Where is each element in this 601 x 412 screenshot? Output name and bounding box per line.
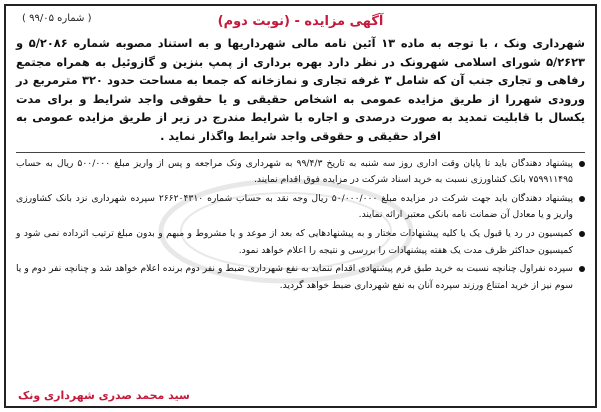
bullet-icon <box>579 266 585 272</box>
bullet-icon <box>579 231 585 237</box>
condition-text: پیشنهاد دهندگان باید جهت شرکت در مزایده مبلغ ۵۰/۰۰۰/۰۰۰ ریال وجه نقد به حساب شماره ۲۶۶۲۰۴۳۱۰ سپرده شهرداری نزد بانک کشاورزی واریز و یا معادل آن ضمانت نامه بانکی معتبر ارائه نمایند. <box>16 192 573 221</box>
condition-text: کمیسیون در رد یا قبول یک یا کلیه پیشنهادات مختار و به پیشنهادهایی که بعد از موعد و یا مشروط و مبهم و بدون مبلغ ترتیب اثرداده نمی شود و کمیسیون حداکثر ظرف مدت یک هفته پیشنهادات را بررسی و نتیجه را اعلام خواهد نمود. <box>16 227 573 256</box>
signature: سید محمد صدری شهرداری ونک <box>18 389 190 402</box>
notice-number: ( شماره ۹۹/۰۵ ) <box>22 13 92 24</box>
notice-frame <box>4 4 597 408</box>
condition-text: سپرده نفراول چنانچه نسبت به خرید طبق فرم پیشنهادی اقدام ننماید به نفع شهرداری ضبط و نفر دوم برنده اعلام خواهد شد و چنانچه نفر دوم و یا سوم نیز از خرید امتناع ورزند سپرده آنان به نفع شهرداری ضبط خواهد گردید. <box>16 263 573 291</box>
notice-header <box>16 10 585 32</box>
list-item <box>16 156 585 189</box>
bullet-icon <box>579 196 585 202</box>
condition-text: پیشنهاد دهندگان باید تا پایان وقت اداری روز سه شنبه به تاریخ ۹۹/۴/۳ به شهرداری ونک مراجعه و پس از واریز مبلغ ۵۰۰/۰۰۰ ریال به حساب ۷۵۹۹۱۱۴۹۵ بانک کشاورزی نسبت به خرید اسناد شرکت در مزایده فوق اقدام نمایند. <box>16 157 573 186</box>
notice-title: آگهی مزایده - (نوبت دوم) <box>217 14 384 29</box>
list-item <box>16 261 585 294</box>
list-item <box>16 226 585 259</box>
notice-intro: شهرداری ونک ، با توجه به ماده ۱۳ آئین نامه مالی شهرداریها و به استناد مصوبه شماره ۵/۲۰۸۶ و ۵/۲۶۲۳ شورای اسلامی شهرونک در نظر دارد بهره برداری از پمپ بنزین و گازوئیل به همراه مجتمع رفاهی و تجاری جنب آن که شامل ۳ غرفه تجاری و نمازخانه که جمعا به مساحت حدود ۳۲۰ مترمربع در ورودی شهررا از طریق مزایده عمومی به اشخاص حقیقی و یا حقوقی واجد شرایط و برای مدت یکسال با قابلیت تمدید به صورت درصدی و اجاره با شرایط مندرج در زیر از طریق مزایده عمومی به افراد حقیقی و حقوقی واجد شرایط واگذار نماید . <box>16 36 585 143</box>
list-item <box>16 191 585 224</box>
divider <box>16 152 585 153</box>
bullet-icon <box>579 161 585 167</box>
conditions-list <box>16 156 585 295</box>
